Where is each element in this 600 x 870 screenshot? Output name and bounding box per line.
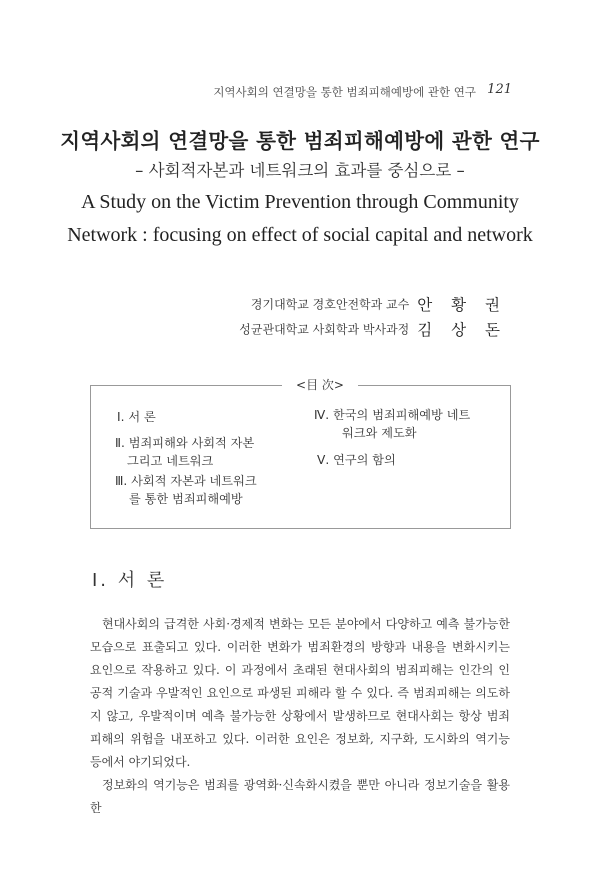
- section-heading: Ⅰ. 서 론: [92, 570, 168, 591]
- author-affiliation: 경기대학교 경호안전학과 교수: [250, 297, 410, 312]
- english-title-line-2: Network : focusing on effect of social capital and network: [67, 224, 533, 246]
- toc-item[interactable]: [115, 472, 257, 508]
- page-number: 121: [487, 82, 512, 97]
- toc-item-line: Ⅲ. 사회적 자본과 네트워크: [115, 474, 257, 488]
- toc-item-line: 워크와 제도화: [342, 426, 417, 440]
- toc-label: <目 次>: [282, 376, 358, 393]
- toc-item[interactable]: [314, 406, 470, 442]
- toc-item-line: 를 통한 범죄피해예방: [129, 492, 243, 506]
- running-head-title: 지역사회의 연결망을 통한 범죄피해예방에 관한 연구: [213, 85, 476, 99]
- paragraph: 정보화의 역기능은 범죄를 광역화·신속화시켰을 뿐만 아니라 정보기술을 활용한: [90, 778, 510, 815]
- toc-item-line: Ⅳ. 한국의 범죄피해예방 네트: [314, 408, 471, 422]
- toc-item[interactable]: [115, 434, 254, 470]
- author-name: 김 상 돈: [417, 321, 507, 339]
- author-name: 안 황 권: [417, 296, 507, 314]
- author-1: [251, 293, 507, 315]
- korean-subtitle: – 사회적자본과 네트워크의 효과를 중심으로 –: [135, 161, 465, 180]
- toc-item-line: Ⅴ. 연구의 함의: [317, 453, 396, 467]
- author-2: [239, 318, 507, 340]
- toc-item-line: Ⅱ. 범죄피해와 사회적 자본: [115, 436, 255, 450]
- author-affiliation: 성균관대학교 사회학과 박사과정: [239, 322, 410, 337]
- korean-title: 지역사회의 연결망을 통한 범죄피해예방에 관한 연구: [60, 129, 540, 153]
- paragraph: 현대사회의 급격한 사회·경제적 변화는 모든 분야에서 다양하고 예측 불가능한 모습으로 표출되고 있다. 이러한 변화가 범죄환경의 방향과 내용을 변화시키는 요인으로 작용하고 있다. 이 과정에서 초래된 현대사회의 범죄피해는 인간의 인공적 기술과 우발적인 요인으로 파생된 피해라 할 수 있다. 즉 범죄피해는 의도하지 않고, 우발적이며 예측 불가능한 상황에서 발생하므로 현대사회는 항상 범죄피해의 위험을 내포하고 있다. 이러한 요인은 정보화, 지구화, 도시화의 역기능 등에서 야기되었다.: [90, 617, 510, 769]
- toc-item[interactable]: [117, 408, 156, 426]
- table-of-contents: [90, 378, 511, 529]
- body-text: [90, 613, 510, 820]
- toc-item[interactable]: [317, 451, 396, 469]
- toc-item-line: Ⅰ. 서 론: [117, 410, 156, 424]
- english-title-line-1: A Study on the Victim Prevention through Community: [81, 191, 519, 213]
- toc-item-line: 그리고 네트워크: [127, 454, 214, 468]
